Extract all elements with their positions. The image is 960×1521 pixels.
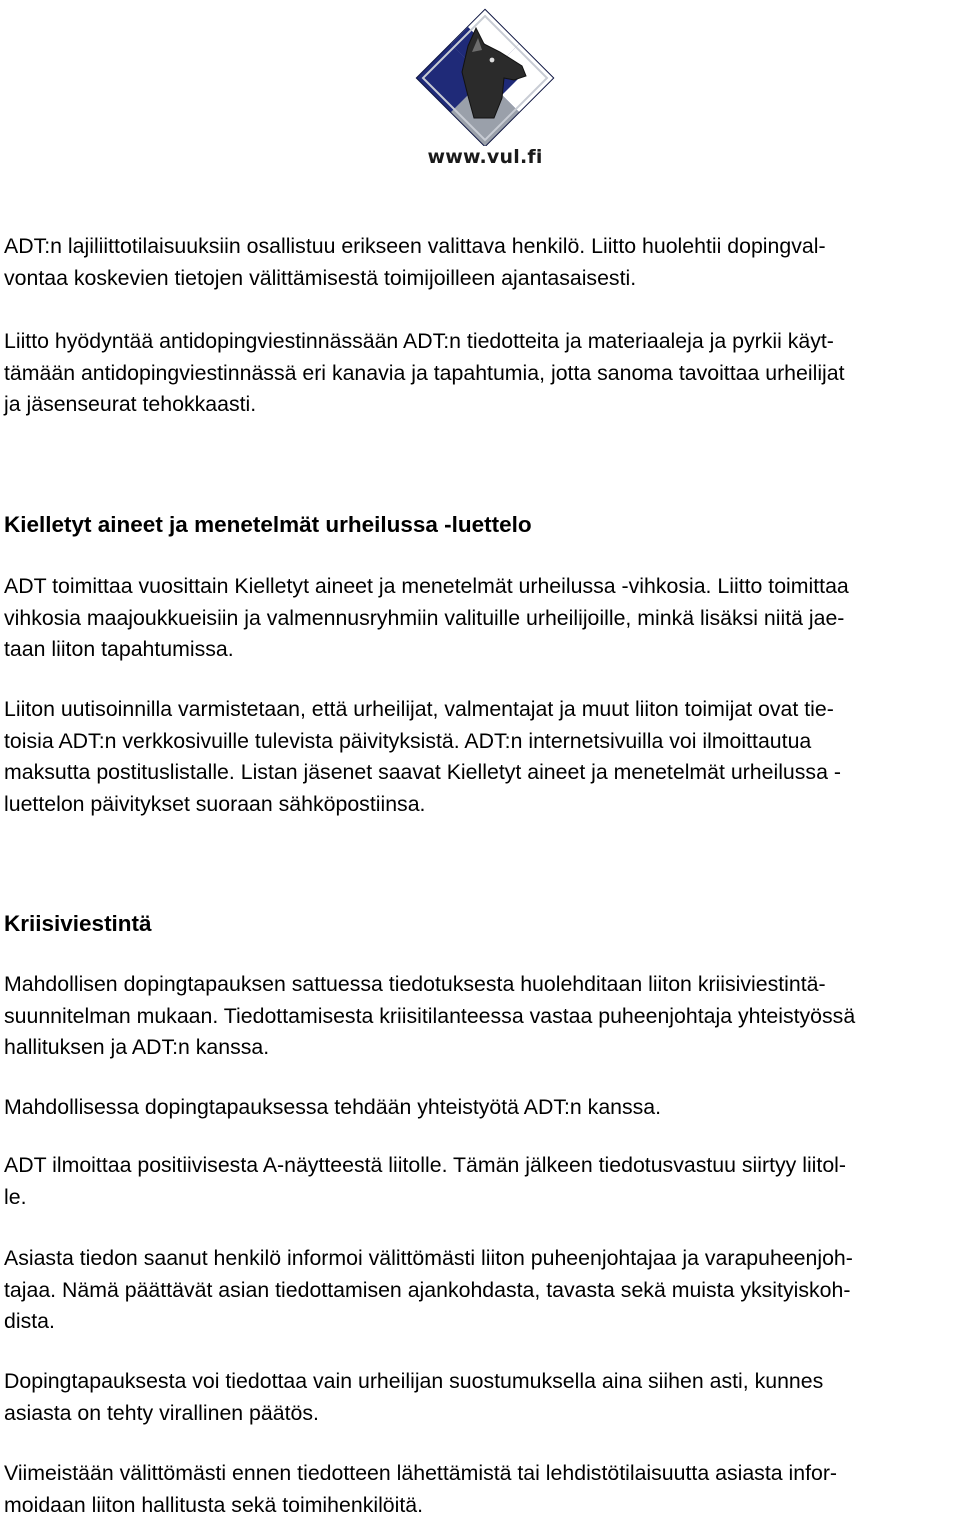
paragraph-inform-chair: [4, 1243, 959, 1338]
text-line: taan liiton tapahtumissa.: [4, 634, 959, 666]
text-line: toisia ADT:n verkkosivuille tulevista päivityksistä. ADT:n internetsivuilla voi ilmoittautua: [4, 726, 959, 758]
text-line: dista.: [4, 1306, 959, 1338]
paragraph-adt-events: [4, 231, 959, 294]
text-line: ADT ilmoittaa positiivisesta A-näytteestä liitolle. Tämän jälkeen tiedotusvastuu siirtyy liitol-: [4, 1150, 959, 1182]
text-line: luettelon päivitykset suoraan sähköpostiinsa.: [4, 789, 959, 821]
text-line: Liitto hyödyntää antidopingviestinnässään ADT:n tiedotteita ja materiaaleja ja pyrkii käyt-: [4, 326, 959, 358]
text-line: suunnitelman mukaan. Tiedottamisesta kriisitilanteessa vastaa puheenjohtaja yhteistyössä: [4, 1001, 959, 1033]
text-line: Dopingtapauksesta voi tiedottaa vain urheilijan suostumuksella aina siihen asti, kunnes: [4, 1366, 959, 1398]
text-line: moidaan liiton hallitusta sekä toimihenkilöitä.: [4, 1490, 959, 1521]
paragraph-positive-sample: [4, 1150, 959, 1213]
text-line: vontaa koskevien tietojen välittämisestä toimijoilleen ajantasaisesti.: [4, 263, 959, 295]
text-line: vihkosia maajoukkueisiin ja valmennusryhmiin valituille urheilijoille, minkä lisäksi niitä jae-: [4, 603, 959, 635]
paragraph-news-mailing-list: [4, 694, 959, 820]
text-line: ja jäsenseurat tehokkaasti.: [4, 389, 959, 421]
text-line: tajaa. Nämä päättävät asian tiedottamisen ajankohdasta, tavasta sekä muista yksityiskoh-: [4, 1275, 959, 1307]
text-line: le.: [4, 1182, 959, 1214]
dog-head-diamond-logo-icon: [410, 6, 560, 146]
text-line: ADT:n lajiliittotilaisuuksiin osallistuu erikseen valittava henkilö. Liitto huolehtii dopingval-: [4, 231, 959, 263]
text-line: Viimeistään välittömästi ennen tiedotteen lähettämistä tai lehdistötilaisuutta asiasta infor-: [4, 1458, 959, 1490]
text-line: maksutta postituslistalle. Listan jäsenet saavat Kielletyt aineet ja menetelmät urheilussa -: [4, 757, 959, 789]
text-line: hallituksen ja ADT:n kanssa.: [4, 1032, 959, 1064]
paragraph-cooperation-adt: [4, 1092, 959, 1124]
text-line: ADT toimittaa vuosittain Kielletyt aineet ja menetelmät urheilussa -vihkosia. Liitto toimittaa: [4, 571, 959, 603]
text-line: Liiton uutisoinnilla varmistetaan, että urheilijat, valmentajat ja muut liiton toimijat ovat tie-: [4, 694, 959, 726]
paragraph-inform-board: [4, 1458, 959, 1521]
text-line: asiasta on tehty virallinen päätös.: [4, 1398, 959, 1430]
paragraph-antidoping-communication: [4, 326, 959, 421]
logo-url-text: www.vul.fi: [410, 146, 560, 168]
text-line: Mahdollisen dopingtapauksen sattuessa tiedotuksesta huolehditaan liiton kriisiviestintä-: [4, 969, 959, 1001]
paragraph-athlete-consent: [4, 1366, 959, 1429]
section-heading-crisis-communication: Kriisiviestintä: [4, 909, 152, 939]
paragraph-prohibited-booklets: [4, 571, 959, 666]
vul-logo: [410, 6, 560, 176]
text-line: Mahdollisessa dopingtapauksessa tehdään yhteistyötä ADT:n kanssa.: [4, 1092, 959, 1124]
text-line: tämään antidopingviestinnässä eri kanavia ja tapahtumia, jotta sanoma tavoittaa urheilijat: [4, 358, 959, 390]
text-line: Asiasta tiedon saanut henkilö informoi välittömästi liiton puheenjohtajaa ja varapuheenjoh-: [4, 1243, 959, 1275]
section-heading-prohibited-list: Kielletyt aineet ja menetelmät urheilussa -luettelo: [4, 510, 532, 540]
paragraph-crisis-plan: [4, 969, 959, 1064]
